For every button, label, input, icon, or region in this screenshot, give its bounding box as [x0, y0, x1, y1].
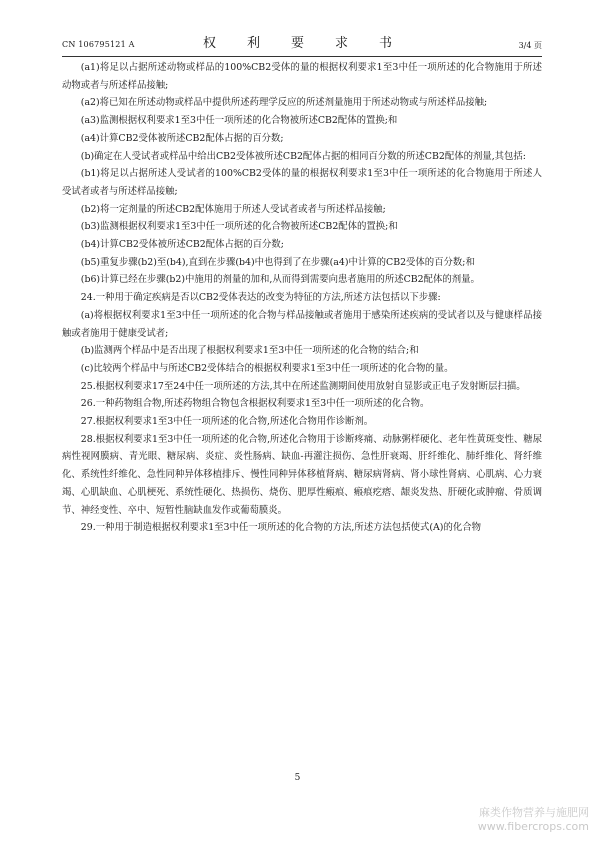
site-watermark [478, 806, 589, 834]
watermark-text: 麻类作物营养与施肥网 [479, 806, 589, 819]
claim-paragraph: (a)将根据权利要求1至3中任一项所述的化合物与样品接触或者施用于感染所述疾病的受试者以及与健康样品接触或者施用于健康受试者; [62, 309, 542, 339]
claim-paragraph: (c)比较两个样品中与所述CB2受体结合的根据权利要求1至3中任一项所述的化合物的量。 [80, 362, 454, 374]
page-number: 5 [294, 773, 301, 783]
claim-paragraph: (b)监测两个样品中是否出现了根据权利要求1至3中任一项所述的化合物的结合;和 [80, 345, 419, 357]
watermark-url: www.fibercrops.com [477, 820, 589, 833]
claims-body [62, 59, 542, 537]
patent-number: CN 106795121 A [62, 40, 135, 49]
claim-paragraph: (b2)将一定剂量的所述CB2配体施用于所述人受试者或者与所述样品接触; [80, 203, 386, 215]
claim-paragraph: (b1)将足以占据所述人受试者的100%CB2受体的量的根据权利要求1至3中任一项所述的化合物施用于所述人受试者或者与所述样品接触; [62, 168, 542, 197]
claim-29: 29.一种用于制造根据权利要求1至3中任一项所述的化合物的方法,所述方法包括使式(A)的化合物 [80, 522, 481, 534]
claim-paragraph: (b)确定在人受试者或样品中给出CB2受体被所述CB2配体占据的相同百分数的所述CB2配体的剂量,其包括: [80, 150, 526, 162]
claim-paragraph: (b4)计算CB2受体被所述CB2配体占据的百分数; [80, 239, 284, 251]
claim-27: 27.根据权利要求1至3中任一项所述的化合物,所述化合物用作诊断剂。 [80, 416, 374, 428]
claim-paragraph: (a3)监测根据权利要求1至3中任一项所述的化合物被所述CB2配体的置换;和 [80, 115, 398, 127]
claim-25: 25.根据权利要求17至24中任一项所述的方法,其中在所述监测期间使用放射自显影或正电子发射断层扫描。 [80, 380, 526, 392]
page-header [62, 30, 542, 52]
claim-paragraph: (a4)计算CB2受体被所述CB2配体占据的百分数; [80, 132, 284, 144]
claim-paragraph: (b3)监测根据权利要求1至3中任一项所述的化合物被所述CB2配体的置换;和 [80, 221, 398, 233]
document-title: 权 利 要 求 书 [202, 36, 401, 51]
claim-paragraph: (b5)重复步骤(b2)至(b4),直到在步骤(b4)中也得到了在步骤(a4)中计算的CB2受体的百分数;和 [80, 256, 475, 268]
claim-paragraph: (a1)将足以占据所述动物或样品的100%CB2受体的量的根据权利要求1至3中任一项所述的化合物施用于所述动物或者与所述样品接触; [62, 62, 542, 91]
claim-28: 28.根据权利要求1至3中任一项所述的化合物,所述化合物用于诊断疼痛、动脉粥样硬化、老年性黄斑变性、糖尿病性视网膜病、青光眼、糖尿病、炎症、炎性肠病、缺血-再灌注损伤、急性肝衰竭、肝纤维化、肺纤维化、肾纤维化、系统性纤维化、急性同种异体移植排斥、慢性同种异体移植肾病、糖尿病肾病、肾小球性肾病、心肌病、心力衰竭、心肌缺血、心肌梗死、系统性硬化、热损伤、烧伤、肥厚性瘢痕、瘢痕疙瘩、龈炎发热、肝硬化或肿瘤、骨质调节、神经变性、卒中、短暂性脑缺血发作或葡萄膜炎。 [62, 433, 542, 516]
claim-paragraph: (b6)计算已经在步骤(b2)中施用的剂量的加和,从而得到需要向患者施用的所述CB2配体的剂量。 [80, 274, 480, 286]
claim-26: 26.一种药物组合物,所述药物组合物包含根据权利要求1至3中任一项所述的化合物。 [80, 398, 430, 410]
claim-24: 24.一种用于确定疾病是否以CB2受体表达的改变为特征的方法,所述方法包括以下步骤: [80, 292, 441, 304]
claim-paragraph: (a2)将已知在所述动物或样品中提供所述药理学反应的所述剂量施用于所述动物或与所述样品接触; [80, 97, 488, 109]
header-rule [62, 56, 542, 57]
page-indicator: 3/4 页 [518, 41, 542, 50]
